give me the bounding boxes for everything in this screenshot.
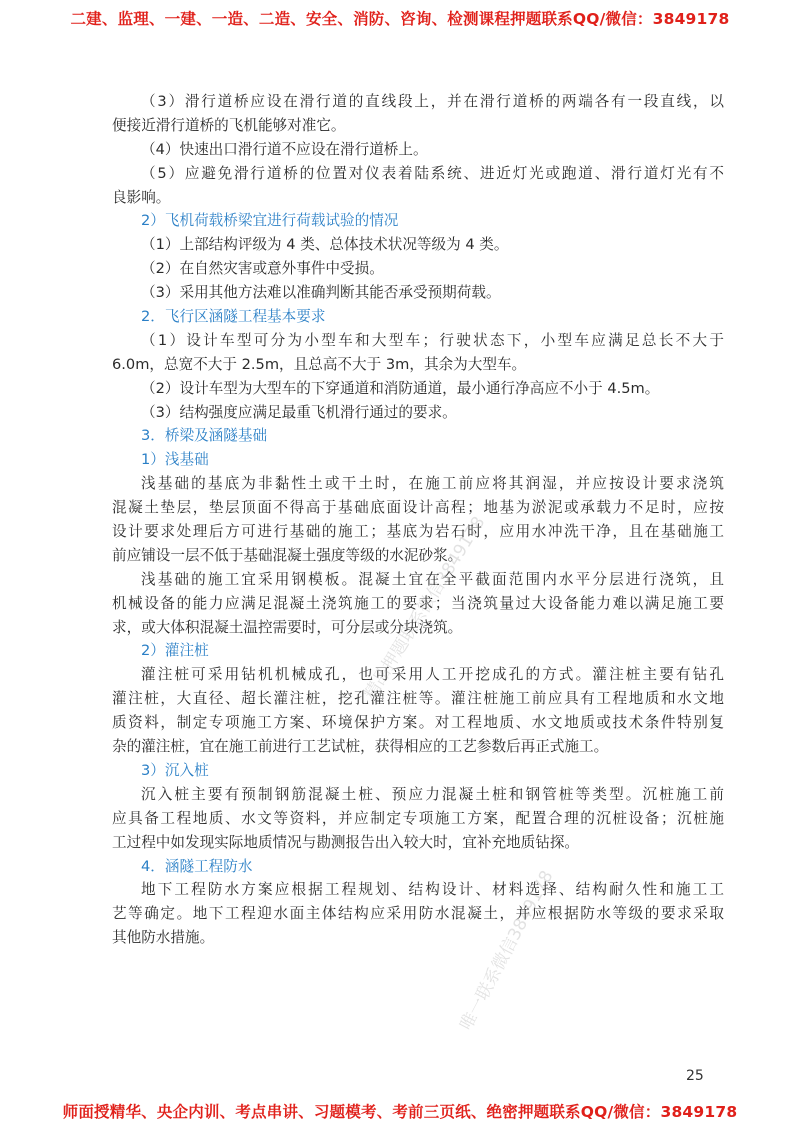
body-line: 浅基础的基底为非黏性土或干土时，在施工前应将其润湿，并应按设计要求浇筑 <box>141 475 724 493</box>
body-line: 前应铺设一层不低于基础混凝土强度等级的水泥砂浆。 <box>112 546 463 564</box>
body-line: （3）结构强度应满足最重飞机滑行通过的要求。 <box>141 403 457 421</box>
subsection-heading: 3）沉入桩 <box>141 761 209 779</box>
section-heading: 2．飞行区涵隧工程基本要求 <box>141 308 326 326</box>
body-line: 灌注桩，大直径、超长灌注桩，挖孔灌注桩等。灌注桩施工前应具有工程地质和水文地 <box>112 690 724 708</box>
body-line: 质资料，制定专项施工方案、环境保护方案。对工程地质、水文地质或技术条件特别复 <box>112 714 724 732</box>
body-line: （4）快速出口滑行道不应设在滑行道桥上。 <box>141 140 428 158</box>
body-line: （3）采用其他方法难以准确判断其能否承受预期荷载。 <box>141 284 501 302</box>
body-line: 6.0m，总宽不大于 2.5m，且总高不大于 3m，其余为大型车。 <box>112 355 527 373</box>
body-line: （2）在自然灾害或意外事件中受损。 <box>141 260 384 278</box>
subsection-heading: 2）灌注桩 <box>141 642 209 660</box>
body-line: 浅基础的施工宜采用钢模板。混凝土宜在全平截面范围内水平分层进行浇筑，且 <box>141 570 724 588</box>
subsection-heading: 2）飞机荷载桥梁宜进行荷载试验的情况 <box>141 212 399 230</box>
body-line: （1）设计车型可分为小型车和大型车；行驶状态下，小型车应满足总长不大于 <box>141 331 724 349</box>
page-body <box>112 90 724 950</box>
header-banner: 二建、监理、一建、一造、二造、安全、消防、咨询、检测课程押题联系QQ/微信：3849178 <box>70 10 730 28</box>
body-line: 其他防水措施。 <box>112 929 215 947</box>
subsection-heading: 1）浅基础 <box>141 451 209 469</box>
body-line: 灌注桩可采用钻机机械成孔，也可采用人工开挖成孔的方式。灌注桩主要有钻孔 <box>141 666 724 684</box>
body-line: 应具备工程地质、水文等资料，并应制定专项施工方案，配置合理的沉桩设备；沉桩施 <box>112 809 724 827</box>
body-line: （3）滑行道桥应设在滑行道的直线段上，并在滑行道桥的两端各有一段直线，以 <box>141 93 724 110</box>
body-line: 设计要求处理后方可进行基础的施工；基底为岩石时，应用水冲洗干净，且在基础施工 <box>112 523 724 541</box>
body-line: 良影响。 <box>112 188 171 206</box>
watermark: 唯一联系微信3849178 <box>456 867 558 1034</box>
body-line: （1）上部结构评级为 4 类、总体技术状况等级为 4 类。 <box>141 236 509 254</box>
body-line: 沉入桩主要有预制钢筋混凝土桩、预应力混凝土桩和钢管桩等类型。沉桩施工前 <box>141 785 724 803</box>
body-line: 艺等确定。地下工程迎水面主体结构应采用防水混凝土，并应根据防水等级的要求采取 <box>112 905 724 923</box>
footer-banner: 师面授精华、央企内训、考点串讲、习题模考、考前三页纸、绝密押题联系QQ/微信：3849178 <box>62 1103 738 1121</box>
page-number: 25 <box>686 1068 704 1084</box>
body-line: 工过程中如发现实际地质情况与勘测报告出入较大时，宜补充地质钻探。 <box>112 833 580 851</box>
section-heading: 4．涵隧工程防水 <box>141 857 253 875</box>
body-line: 求，或大体积混凝土温控需要时，可分层或分块浇筑。 <box>112 618 463 636</box>
body-line: 机械设备的能力应满足混凝土浇筑施工的要求；当浇筑量过大设备能力难以满足施工要 <box>112 594 724 612</box>
body-line: 杂的灌注桩，宜在施工前进行工艺试桩，获得相应的工艺参数后再正式施工。 <box>112 738 609 756</box>
body-line: （5）应避免滑行道桥的位置对仪表着陆系统、进近灯光或跑道、滑行道灯光有不 <box>141 164 724 182</box>
section-heading: 3．桥梁及涵隧基础 <box>141 427 268 445</box>
body-line: 混凝土垫层，垫层顶面不得高于基础底面设计高程；地基为淤泥或承载力不足时，应按 <box>112 499 724 517</box>
body-line: （2）设计车型为大型车的下穿通道和消防通道，最小通行净高应不小于 4.5m。 <box>141 379 660 397</box>
body-line: 地下工程防水方案应根据工程规划、结构设计、材料选择、结构耐久性和施工工 <box>141 881 724 899</box>
watermark: 精品押题联系微信3849178 <box>360 513 490 704</box>
body-line: 便接近滑行道桥的飞机能够对准它。 <box>112 116 346 134</box>
